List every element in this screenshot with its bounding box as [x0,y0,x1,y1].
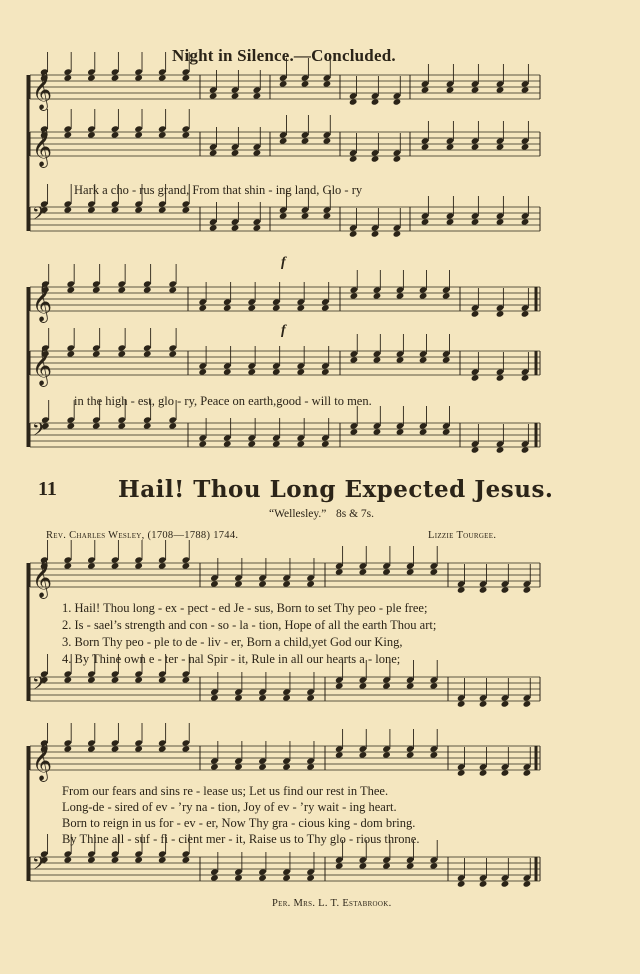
note-head [496,218,505,225]
note-head [67,286,76,293]
note-head [430,568,439,575]
verse-line: Born to reign in us for - ev - er, Now Thy gra - cious king - dom bring. [62,816,416,830]
note-head [382,682,391,689]
composer-credit: Lizzie Tourgee. [428,530,497,541]
note-head [87,856,96,863]
note-head [87,676,96,683]
note-head [134,562,143,569]
note-head [382,568,391,575]
note-head [67,350,76,357]
note-head [158,745,167,752]
note-head [521,218,530,225]
note-head [272,440,281,447]
note-head [182,562,191,569]
note-head [471,310,480,317]
note-head [64,74,73,81]
note-head [134,856,143,863]
note-head [406,751,415,758]
note-head [282,763,291,770]
note-head [134,131,143,138]
note-head [501,769,510,776]
note-head [350,428,359,435]
note-head [350,292,359,299]
note-head [134,676,143,683]
note-head [158,206,167,213]
note-head [446,143,455,150]
note-head [117,286,126,293]
note-head [421,218,430,225]
note-head [521,446,530,453]
verse-line: 2. Is - sael’s strength and con - so - la - tion, Hope of all the earth Thou art; [62,618,437,632]
note-head [523,586,532,593]
note-head [134,74,143,81]
note-head [282,580,291,587]
note-head [297,368,306,375]
note-head [382,751,391,758]
note-head [382,862,391,869]
note-head [442,292,451,299]
note-head [373,356,382,363]
note-head [521,86,530,93]
note-head [297,440,306,447]
note-head [279,80,288,87]
note-head [471,374,480,381]
verse-line: By Thine all - suf - fi - cient mer - it, Raise us to Thy glo - rious throne. [62,832,420,846]
note-head [198,368,207,375]
meter: 8s & 7s. [336,508,375,520]
bass-clef-icon: 𝄢 [32,420,47,445]
note-head [349,98,358,105]
note-head [209,92,218,99]
treble-clef-icon: 𝄞 [32,558,53,598]
note-head [471,446,480,453]
treble-clef-icon: 𝄞 [32,346,53,386]
note-head [111,206,120,213]
note-head [64,131,73,138]
note-head [158,74,167,81]
note-head [373,428,382,435]
note-head [306,763,315,770]
treble-clef-icon: 𝄞 [32,127,53,167]
note-head [87,562,96,569]
note-head [223,368,232,375]
note-head [457,880,466,887]
note-head [359,682,368,689]
note-head [421,86,430,93]
note-head [335,862,344,869]
tune-name: “Wellesley.” [269,508,327,520]
note-head [359,568,368,575]
note-head [335,682,344,689]
note-head [111,74,120,81]
note-head [430,862,439,869]
note-head [471,86,480,93]
note-head [479,586,488,593]
note-head [496,446,505,453]
note-head [209,224,218,231]
note-head [501,880,510,887]
verse-line: 4. By Thine own e - ter - nal Spir - it, Rule in all our hearts a - lone; [62,652,401,666]
note-head [168,422,177,429]
note-head [393,230,402,237]
note-head [323,137,332,144]
note-head [258,763,267,770]
note-head [111,856,120,863]
note-head [306,580,315,587]
note-head [421,143,430,150]
note-head [396,356,405,363]
note-head [321,440,330,447]
note-head [253,224,262,231]
note-head [223,440,232,447]
note-head [143,350,152,357]
note-head [143,286,152,293]
note-head [117,422,126,429]
note-head [496,374,505,381]
treble-clef-icon: 𝄞 [32,741,53,781]
note-head [64,856,73,863]
verse-line: 1. Hail! Thou long - ex - pect - ed Je - sus, Born to set Thy peo - ple free; [62,601,428,615]
note-head [323,80,332,87]
note-head [231,149,240,156]
note-head [247,440,256,447]
note-head [419,356,428,363]
note-head [393,98,402,105]
verse-line: Long-de - sired of ev - ’ry na - tion, Joy of ev - ’ry wait - ing heart. [62,800,397,814]
note-head [111,745,120,752]
note-head [496,310,505,317]
note-head [457,586,466,593]
note-head [349,230,358,237]
note-head [406,682,415,689]
note-head [143,422,152,429]
hymn-title: Hail! Thou Long Expected Jesus. [118,476,554,503]
note-head [301,212,310,219]
note-head [501,700,510,707]
note-head [521,310,530,317]
verse-line: 3. Born Thy peo - ple to de - liv - er, Born a child,yet God our King, [62,635,403,649]
note-head [134,745,143,752]
bass-clef-icon: 𝄢 [32,204,47,229]
note-head [234,580,243,587]
note-head [419,428,428,435]
note-head [158,856,167,863]
note-head [158,131,167,138]
note-head [158,676,167,683]
note-head [321,304,330,311]
note-head [210,580,219,587]
note-head [87,74,96,81]
note-head [87,206,96,213]
note-head [198,440,207,447]
note-head [231,224,240,231]
note-head [64,676,73,683]
note-head [321,368,330,375]
note-head [371,230,380,237]
note-head [182,131,191,138]
note-head [134,206,143,213]
note-head [335,568,344,575]
note-head [430,751,439,758]
note-head [168,350,177,357]
note-head [323,212,332,219]
lyrics-line: in the high - est, glo - ry, Peace on earth,good - will to men. [74,394,372,408]
note-head [64,206,73,213]
note-head [496,143,505,150]
note-head [182,74,191,81]
verse-line: From our fears and sins re - lease us; Let us find our rest in Thee. [62,784,389,798]
note-head [158,562,167,569]
note-head [210,874,219,881]
page-title: Night in Silence.—Concluded. [172,46,396,65]
note-head [87,745,96,752]
note-head [396,428,405,435]
note-head [253,92,262,99]
note-head [64,745,73,752]
note-head [253,149,262,156]
note-head [471,218,480,225]
note-head [111,131,120,138]
treble-clef-icon: 𝄞 [32,70,53,110]
note-head [306,694,315,701]
note-head [279,137,288,144]
lyrics-line: Hark a cho - rus grand, From that shin - ing land, Glo - ry [74,183,363,197]
note-head [471,143,480,150]
note-head [247,304,256,311]
note-head [67,422,76,429]
note-head [371,98,380,105]
note-head [282,694,291,701]
note-head [231,92,240,99]
note-head [479,880,488,887]
note-head [92,422,101,429]
note-head [279,212,288,219]
note-head [523,700,532,707]
note-head [92,286,101,293]
note-head [182,206,191,213]
note-head [209,149,218,156]
note-head [521,374,530,381]
note-head [406,568,415,575]
note-head [210,763,219,770]
dynamic-mark: f [281,255,286,270]
note-head [457,769,466,776]
note-head [210,694,219,701]
note-head [523,880,532,887]
note-head [234,763,243,770]
note-head [521,143,530,150]
note-head [406,862,415,869]
note-head [258,694,267,701]
note-head [430,682,439,689]
note-head [496,86,505,93]
note-head [111,562,120,569]
note-head [396,292,405,299]
note-head [282,874,291,881]
note-head [111,676,120,683]
note-head [258,874,267,881]
note-head [234,874,243,881]
bass-clef-icon: 𝄢 [32,854,47,879]
note-head [359,862,368,869]
note-head [272,368,281,375]
note-head [371,155,380,162]
bass-clef-icon: 𝄢 [32,674,47,699]
note-head [393,155,402,162]
note-head [306,874,315,881]
note-head [247,368,256,375]
note-head [457,700,466,707]
note-head [64,562,73,569]
note-head [234,694,243,701]
note-head [501,586,510,593]
note-head [182,856,191,863]
note-head [523,769,532,776]
note-head [335,751,344,758]
note-head [442,356,451,363]
note-head [359,751,368,758]
note-head [182,676,191,683]
note-head [301,137,310,144]
note-head [168,286,177,293]
note-head [87,131,96,138]
note-head [223,304,232,311]
note-head [446,86,455,93]
dynamic-mark: f [281,323,286,338]
note-head [479,769,488,776]
note-head [198,304,207,311]
note-head [297,304,306,311]
hymn-number: 11 [38,478,57,500]
note-head [350,356,359,363]
treble-clef-icon: 𝄞 [32,282,53,322]
note-head [446,218,455,225]
note-head [442,428,451,435]
author-credit: Rev. Charles Wesley, (1708—1788) 1744. [46,530,239,541]
note-head [272,304,281,311]
note-head [258,580,267,587]
note-head [479,700,488,707]
note-head [419,292,428,299]
note-head [349,155,358,162]
note-head [182,745,191,752]
permission-note: Per. Mrs. L. T. Estabrook. [272,898,392,909]
note-head [373,292,382,299]
note-head [117,350,126,357]
note-head [301,80,310,87]
note-head [92,350,101,357]
